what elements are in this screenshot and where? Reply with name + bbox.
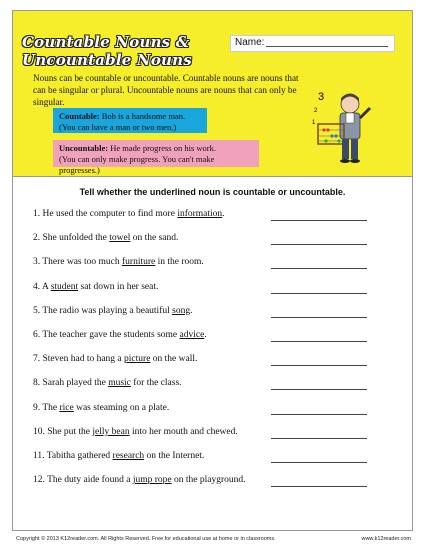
answer-line-10[interactable] xyxy=(271,438,367,439)
footer-url[interactable]: www.k12reader.com xyxy=(361,536,411,542)
intro-text: Nouns can be countable or uncountable. Countable nouns are nouns that can be singular or plural. Uncountable nouns are nouns that can only be singular. xyxy=(33,73,299,107)
uncountable-example: He made progress on his work. xyxy=(108,143,217,153)
question-11 xyxy=(33,451,204,461)
question-text-end: on the playground. xyxy=(171,475,246,486)
question-text: 6. The teacher gave the students some xyxy=(33,330,180,340)
uncountable-note: (You can only make progress. You can't make progresses.) xyxy=(59,154,215,175)
answer-line-6[interactable] xyxy=(271,341,367,342)
underlined-noun: research xyxy=(112,451,145,461)
answer-line-2[interactable] xyxy=(271,244,367,245)
question-3 xyxy=(33,257,204,267)
question-4 xyxy=(33,282,158,292)
question-2 xyxy=(33,233,178,243)
question-text-end: . xyxy=(204,330,207,340)
question-text-end: sat down in her seat. xyxy=(78,281,159,292)
countable-label: Countable: xyxy=(59,111,100,121)
question-text-end: for the class. xyxy=(130,378,182,389)
question-text-end: on the wall. xyxy=(150,354,198,365)
underlined-noun: song xyxy=(172,305,191,316)
footer-copyright: Copyright © 2013 K12reader.com. All Rights Reserved. Free for educational use at home or in classrooms. xyxy=(16,536,276,542)
underlined-noun: picture xyxy=(124,354,151,365)
svg-text:1: 1 xyxy=(312,120,316,126)
underlined-noun: furniture xyxy=(122,257,156,268)
instructions: Tell whether the underlined noun is countable or uncountable. xyxy=(79,187,346,197)
worksheet-title xyxy=(22,33,192,69)
question-text: 5. The radio was playing a beautiful xyxy=(33,305,173,316)
illustration-number: 3 xyxy=(318,91,325,103)
answer-line-12[interactable] xyxy=(271,486,367,487)
answer-line-7[interactable] xyxy=(271,365,367,366)
answer-line-11[interactable] xyxy=(271,462,367,463)
name-label: Name: xyxy=(235,37,265,48)
underlined-noun: information xyxy=(177,209,223,219)
question-text: 10. She put the xyxy=(33,426,93,437)
underlined-noun: towel xyxy=(109,233,131,244)
question-text-end: . xyxy=(190,305,193,316)
underlined-noun: rice xyxy=(59,402,74,413)
answer-line-8[interactable] xyxy=(271,389,367,390)
underlined-noun: advice xyxy=(179,330,205,340)
name-line xyxy=(266,46,388,47)
question-text: 11. Tabitha gathered xyxy=(33,451,113,461)
question-text: 12. The duty aide found a xyxy=(33,475,133,486)
question-text-end: in the room. xyxy=(155,257,204,268)
question-text: 2. She unfolded the xyxy=(33,233,110,244)
answer-line-3[interactable] xyxy=(271,268,367,269)
question-5 xyxy=(33,306,192,316)
student-abacus-illustration xyxy=(312,86,382,164)
question-text-end: was steaming on a plate. xyxy=(73,402,170,413)
name-field[interactable] xyxy=(230,35,395,52)
question-text: 1. He used the computer to find more xyxy=(33,209,178,219)
question-6 xyxy=(33,330,207,340)
question-text-end: into her mouth and chewed. xyxy=(129,426,238,437)
uncountable-example-box xyxy=(53,140,259,175)
question-8 xyxy=(33,378,182,388)
question-text-end: on the Internet. xyxy=(144,451,205,461)
question-1 xyxy=(33,209,225,219)
question-text: 9. The xyxy=(33,402,60,413)
question-text-end: on the sand. xyxy=(130,233,179,244)
countable-example: Bob is a handsome man. xyxy=(99,111,186,121)
question-10 xyxy=(33,427,238,437)
title-line-1: Countable Nouns & xyxy=(22,33,190,51)
question-12 xyxy=(33,475,246,485)
underlined-noun: student xyxy=(50,281,79,292)
answer-line-9[interactable] xyxy=(271,414,367,415)
question-7 xyxy=(33,354,197,364)
underlined-noun: jump rope xyxy=(132,475,172,486)
countable-example-box xyxy=(53,108,207,133)
question-text: 7. Steven had to hang a xyxy=(33,354,125,365)
question-text: 3. There was too much xyxy=(33,257,122,268)
question-text: 4. A xyxy=(33,281,51,292)
question-text-end: . xyxy=(222,209,225,219)
question-text: 8. Sarah played the xyxy=(33,378,109,389)
answer-line-5[interactable] xyxy=(271,317,367,318)
uncountable-label: Uncountable: xyxy=(59,143,109,153)
svg-text:2: 2 xyxy=(314,108,318,114)
underlined-noun: music xyxy=(108,378,131,389)
title-line-2: Uncountable Nouns xyxy=(22,51,192,69)
countable-note: (You can have a man or two men.) xyxy=(59,122,177,132)
question-9 xyxy=(33,403,169,413)
answer-line-1[interactable] xyxy=(271,220,367,221)
underlined-noun: jelly bean xyxy=(92,426,130,437)
answer-line-4[interactable] xyxy=(271,293,367,294)
